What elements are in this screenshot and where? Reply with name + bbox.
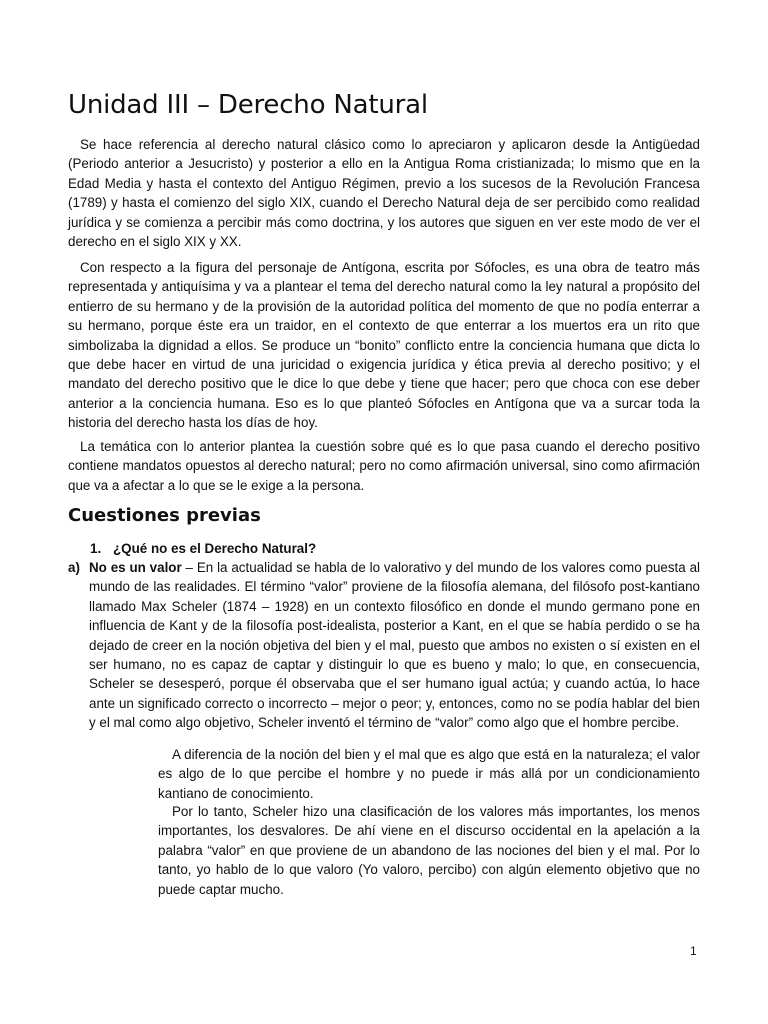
item-content xyxy=(89,558,700,733)
question-1 xyxy=(90,539,316,558)
paragraph-text: Se hace referencia al derecho natural clásico como lo apreciaron y aplicaron desde la Antigüedad (Periodo anterior a Jesucristo) y posterior a ello en la Antigua Roma cristianizada; lo mismo que en la Edad Media y hasta el contexto del Antiguo Régimen, previo a los sucesos de la Revolución Francesa (1789) y hasta el comienzo del siglo XIX, cuando el Derecho Natural deja de ser percibido como realidad jurídica y se comienza a percibir más como doctrina, y los autores que siguen en ver este modo de ver el derecho en el siglo XIX y XX. xyxy=(68,137,700,250)
question-number: 1. xyxy=(90,541,102,556)
intro-paragraph-3 xyxy=(68,437,700,495)
section-heading: Cuestiones previas xyxy=(68,505,261,526)
item-lead: No es un valor xyxy=(89,560,182,575)
item-text: – En la actualidad se habla de lo valorativo y del mundo de los valores como puesta al mundo de las realidades. El término “valor” proviene de la filosofía alemana, del filósofo post-kantiano llamado Max Scheler (1874 – 1928) en un contexto filosófico en donde el mundo germano pone en influencia de Kant y de la filosofía post-idealista, posterior a Kant, en el que se había perdido o se ha dejado de creer en la noción objetiva del bien y el mal, puesto que ambos no existen o sí existen en el ser humano, no es capaz de captar y distinguir lo que es bueno y malo; lo que, en consecuencia, Scheler se desesperó, porque él observaba que el ser humano igual actúa; y cuando actúa, lo hace ante un significado correcto o incorrecto – mejor o peor; y, entonces, como no se podía hablar del bien y el mal como algo objetivo, Scheler inventó el término de “valor” como algo que el hombre percibe. xyxy=(89,560,700,731)
sub-paragraph-text: Por lo tanto, Scheler hizo una clasificación de los valores más importantes, los menos importantes, los desvalores. De ahí viene en el discurso occidental en la apelación a la palabra “valor” en que proviene de un abandono de las nociones del bien y el mal. Por lo tanto, yo hablo de lo que valoro (Yo valoro, percibo) con algún elemento objetivo que no puede captar mucho. xyxy=(158,804,700,897)
question-text: ¿Qué no es el Derecho Natural? xyxy=(113,541,317,556)
page-title: Unidad III – Derecho Natural xyxy=(68,90,428,120)
item-marker: a) xyxy=(68,560,80,575)
intro-paragraph-1 xyxy=(68,135,700,251)
page-number: 1 xyxy=(690,944,697,958)
sub-paragraph-2 xyxy=(158,802,700,899)
intro-paragraph-2 xyxy=(68,258,700,433)
paragraph-text: Con respecto a la figura del personaje de Antígona, escrita por Sófocles, es una obra de teatro más representada y antiquísima y va a plantear el tema del derecho natural como la ley natural a propósito del entierro de su hermano y de la provisión de la autoridad política del momento de que no podía enterrar a su hermano, porque éste era un traidor, en el contexto de que enterrar a los muertos era un rito que simbolizaba la dignidad a ellos. Se produce un “bonito” conflicto entre la conciencia humana que dicta lo que debe hacer en virtud de una juricidad o exigencia jurídica y ética previa al derecho positivo; y el mandato del derecho positivo que le dice lo que debe y tiene que hacer; pero que choca con ese deber anterior a la conciencia humana. Eso es lo que planteó Sófocles en Antígona que va a surcar toda la historia del derecho hasta los días de hoy. xyxy=(68,260,700,431)
sub-paragraph-text: A diferencia de la noción del bien y el mal que es algo que está en la naturaleza; el valor es algo de lo que percibe el hombre y no puede ir más allá por un condicionamiento kantiano de conocimiento. xyxy=(158,747,700,801)
paragraph-text: La temática con lo anterior plantea la cuestión sobre qué es lo que pasa cuando el derecho positivo contiene mandatos opuestos al derecho natural; pero no como afirmación universal, sino como afirmación que va a afectar a lo que se le exige a la persona. xyxy=(68,439,700,493)
sub-paragraph-1 xyxy=(158,745,700,803)
list-item-a xyxy=(68,558,700,733)
